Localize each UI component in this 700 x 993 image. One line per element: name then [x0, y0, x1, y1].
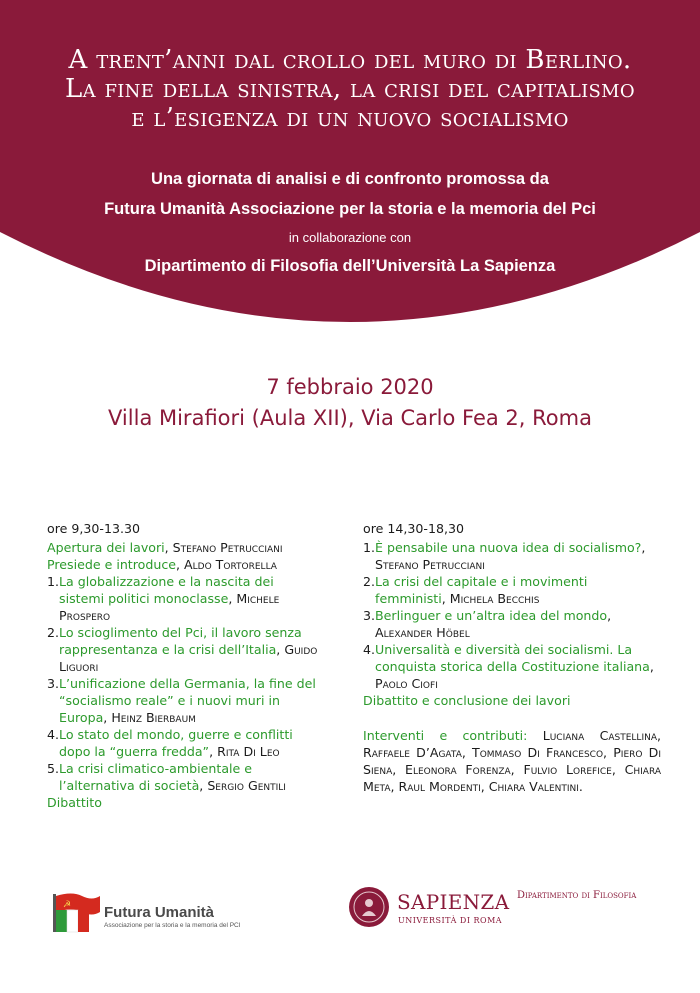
collaboration-line: in collaborazione con — [288, 230, 412, 245]
afternoon-time: ore 14,30-18,30 — [363, 521, 465, 536]
program-item: 4. Lo stato del mondo, guerre e conflitti dopo la “guerra fredda”, Rita Di Leo — [47, 727, 293, 759]
item-speaker: Guido Liguori — [59, 642, 318, 674]
intro-line: Una giornata di analisi e di confronto promossa da — [151, 170, 549, 188]
item-speaker: Heinz Bierbaum — [111, 710, 196, 725]
item-speaker: Alexander Höbel — [375, 625, 470, 640]
item-title: La crisi del capitale e i movimenti femministi — [375, 574, 588, 606]
item-title: Lo stato del mondo, guerre e conflitti dopo la “guerra fredda” — [59, 727, 293, 759]
item-title: La globalizzazione e la nascita dei sistemi politici monoclasse — [59, 574, 274, 606]
title-line: e l’esigenza di un nuovo socialismo — [131, 103, 569, 133]
contributors-list: Luciana Castellina, Raffaele D’Agata, Tommaso Di Francesco, Piero Di Siena, Eleonora Forenza, Fulvio Lorefice, Chiara Meta, Raul Mordenti, Chiara Valentini. — [363, 728, 661, 794]
promoter-line: Futura Umanità Associazione per la storia e la memoria del Pci — [104, 200, 596, 218]
contributors-note — [363, 727, 661, 795]
item-title: Berlinguer e un’altra idea del mondo — [375, 608, 608, 623]
program-item: 5. La crisi climatico-ambientale e l’alternativa di società, Sergio Gentili — [47, 761, 286, 793]
item-title: L’unificazione della Germania, la fine del “socialismo reale” e i nuovi muri in Europa — [59, 676, 316, 725]
title-line: La fine della sinistra, la crisi del capitalismo — [65, 74, 635, 104]
item-number: 1. — [47, 574, 60, 589]
opening-label: Apertura dei lavori — [47, 540, 165, 555]
opening-line: Apertura dei lavori, Stefano Petrucciani — [47, 540, 283, 555]
futura-umanita-flag-icon — [50, 888, 102, 934]
item-number: 2. — [363, 574, 376, 589]
sapienza-subtitle: UNIVERSITÀ DI ROMA — [398, 916, 503, 925]
futura-umanita-name: Futura Umanità — [104, 904, 215, 921]
program-item: 3. L’unificazione della Germania, la fine del “socialismo reale” e i nuovi muri in Europa, Heinz Bierbaum — [47, 676, 316, 725]
program-item: 1. La globalizzazione e la nascita dei sistemi politici monoclasse, Michele Prospero — [47, 574, 280, 623]
poster-title — [10, 46, 690, 133]
item-speaker: Stefano Petrucciani — [375, 557, 485, 572]
afternoon-program — [363, 520, 661, 795]
item-speaker: Rita Di Leo — [217, 744, 280, 759]
item-number: 1. — [363, 540, 376, 555]
item-number: 3. — [47, 676, 60, 691]
item-speaker: Michela Becchis — [449, 591, 540, 606]
contributors-label: Interventi e contributi: — [363, 728, 528, 743]
footer-logos — [0, 880, 700, 940]
event-venue: Villa Mirafiori (Aula XII), Via Carlo Fea 2, Roma — [108, 406, 592, 430]
item-title: Universalità e diversità dei socialismi. La conquista storica della Costituzione italiana — [375, 642, 650, 674]
morning-program — [47, 520, 319, 811]
afternoon-closing: Dibattito e conclusione dei lavori — [363, 693, 571, 708]
futura-umanita-tagline: Associazione per la storia e la memoria del PCI — [104, 922, 241, 929]
program-item: 2. La crisi del capitale e i movimenti femministi, Michela Becchis — [363, 574, 588, 606]
header-banner — [0, 0, 700, 330]
chair-speaker: Aldo Tortorella — [184, 557, 277, 572]
svg-text:☭: ☭ — [63, 900, 72, 910]
program-item: 2. Lo scioglimento del Pci, il lavoro senza rappresentanza e la crisi dell’Italia, Guido Liguori — [47, 625, 318, 674]
item-speaker: Sergio Gentili — [207, 778, 286, 793]
event-date: 7 febbraio 2020 — [266, 375, 434, 399]
sapienza-name: SAPIENZA — [397, 890, 510, 914]
chair-label: Presiede e introduce — [47, 557, 176, 572]
title-line: A trent’anni dal crollo del muro di Berlino. — [68, 45, 632, 75]
item-number: 4. — [47, 727, 60, 742]
item-speaker: Michele Prospero — [59, 591, 280, 623]
morning-time: ore 9,30-13.30 — [47, 521, 140, 536]
department-name: Dipartimento di Filosofia — [517, 890, 637, 901]
program-item: 4. Universalità e diversità dei socialismi. La conquista storica della Costituzione italiana, Paolo Ciofi — [363, 642, 654, 691]
sapienza-seal-icon — [348, 886, 390, 928]
program-item: 3. Berlinguer e un’altra idea del mondo, Alexander Höbel — [363, 608, 612, 640]
item-number: 2. — [47, 625, 60, 640]
partner-line: Dipartimento di Filosofia dell’Università La Sapienza — [144, 257, 556, 275]
morning-closing: Dibattito — [47, 795, 102, 810]
item-speaker: Paolo Ciofi — [375, 676, 438, 691]
item-title: La crisi climatico-ambientale e l’alternativa di società — [59, 761, 253, 793]
chair-line: Presiede e introduce, Aldo Tortorella — [47, 557, 277, 572]
item-number: 5. — [47, 761, 60, 776]
item-number: 3. — [363, 608, 376, 623]
opening-speaker: Stefano Petrucciani — [172, 540, 283, 555]
item-number: 4. — [363, 642, 376, 657]
item-title: È pensabile una nuova idea di socialismo? — [375, 540, 642, 555]
item-title: Lo scioglimento del Pci, il lavoro senza rappresentanza e la crisi dell’Italia — [59, 625, 302, 657]
program-item: 1. È pensabile una nuova idea di socialismo?, Stefano Petrucciani — [363, 540, 646, 572]
